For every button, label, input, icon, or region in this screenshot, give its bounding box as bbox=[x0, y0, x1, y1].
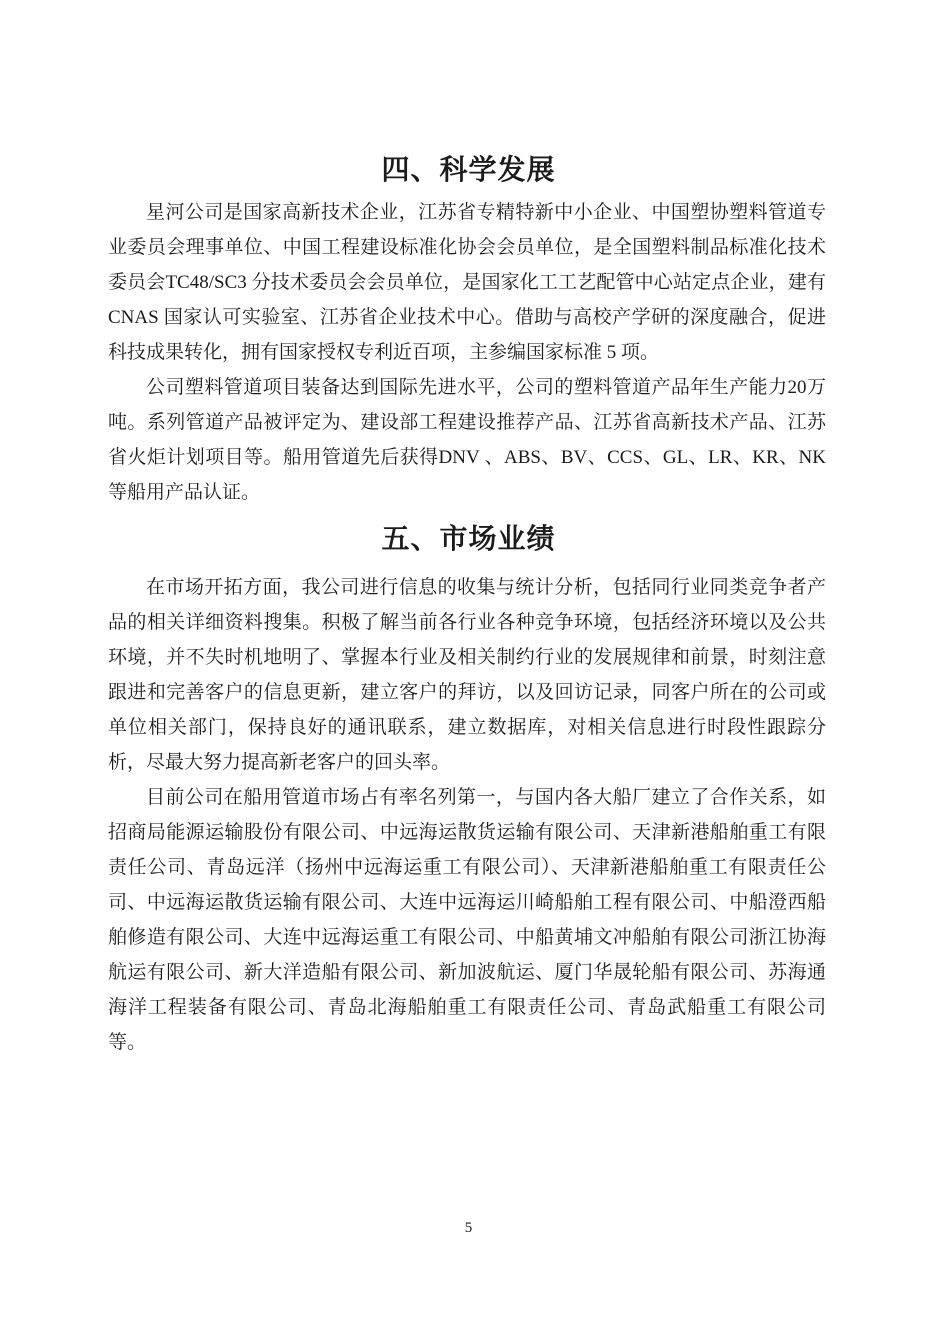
page-number: 5 bbox=[464, 1220, 473, 1236]
body-paragraph: 目前公司在船用管道市场占有率名列第一，与国内各大船厂建立了合作关系，如招商局能源运输股份有限公司、中远海运散货运输有限公司、天津新港船舶重工有限责任公司、青岛远洋（扬州中远海运重工有限公司）、天津新港船舶重工有限责任公司、中远海运散货运输有限公司、大连中远海运川崎船舶工程有限公司、中船澄西船舶修造有限公司、大连中远海运重工有限公司、中船黄埔文冲船舶有限公司浙江协海航运有限公司、新大洋造船有限公司、新加波航运、厦门华晟轮船有限公司、苏海通海洋工程装备有限公司、青岛北海船舶重工有限责任公司、青岛武船重工有限公司等。 bbox=[108, 787, 826, 1053]
body-paragraph: 公司塑料管道项目装备达到国际先进水平，公司的塑料管道产品年生产能力20万吨。系列管道产品被评定为、建设部工程建设推荐产品、江苏省高新技术产品、江苏省火炬计划项目等。船用管道先后获得DNV 、ABS、BV、CCS、GL、LR、KR、NK等船用产品认证。 bbox=[108, 377, 826, 503]
section-heading-science-development: 四、科学发展 bbox=[381, 154, 556, 185]
section-heading-market-performance: 五、市场业绩 bbox=[381, 523, 556, 554]
body-paragraph: 在市场开拓方面，我公司进行信息的收集与统计分析，包括同行业同类竞争者产品的相关详细资料搜集。积极了解当前各行业各种竞争环境，包括经济环境以及公共环境，并不失时机地明了、掌握本行业及相关制约行业的发展规律和前景，时刻注意跟进和完善客户的信息更新，建立客户的拜访，以及回访记录，同客户所在的公司或单位相关部门，保持良好的通讯联系，建立数据库，对相关信息进行时段性跟踪分析，尽最大努力提高新老客户的回头率。 bbox=[108, 577, 826, 773]
section-body-science-development bbox=[108, 195, 826, 510]
section-body-market-performance bbox=[108, 570, 826, 1060]
body-paragraph: 星河公司是国家高新技术企业，江苏省专精特新中小企业、中国塑协塑料管道专业委员会理事单位、中国工程建设标准化协会会员单位，是全国塑料制品标准化技术委员会TC48/SC3 分技术委员会会员单位，是国家化工工艺配管中心站定点企业，建有 CNAS 国家认可实验室、江苏省企业技术中心。借助与高校产学研的深度融合，促进科技成果转化，拥有国家授权专利近百项，主参编国家标准 5 项。 bbox=[108, 202, 826, 363]
